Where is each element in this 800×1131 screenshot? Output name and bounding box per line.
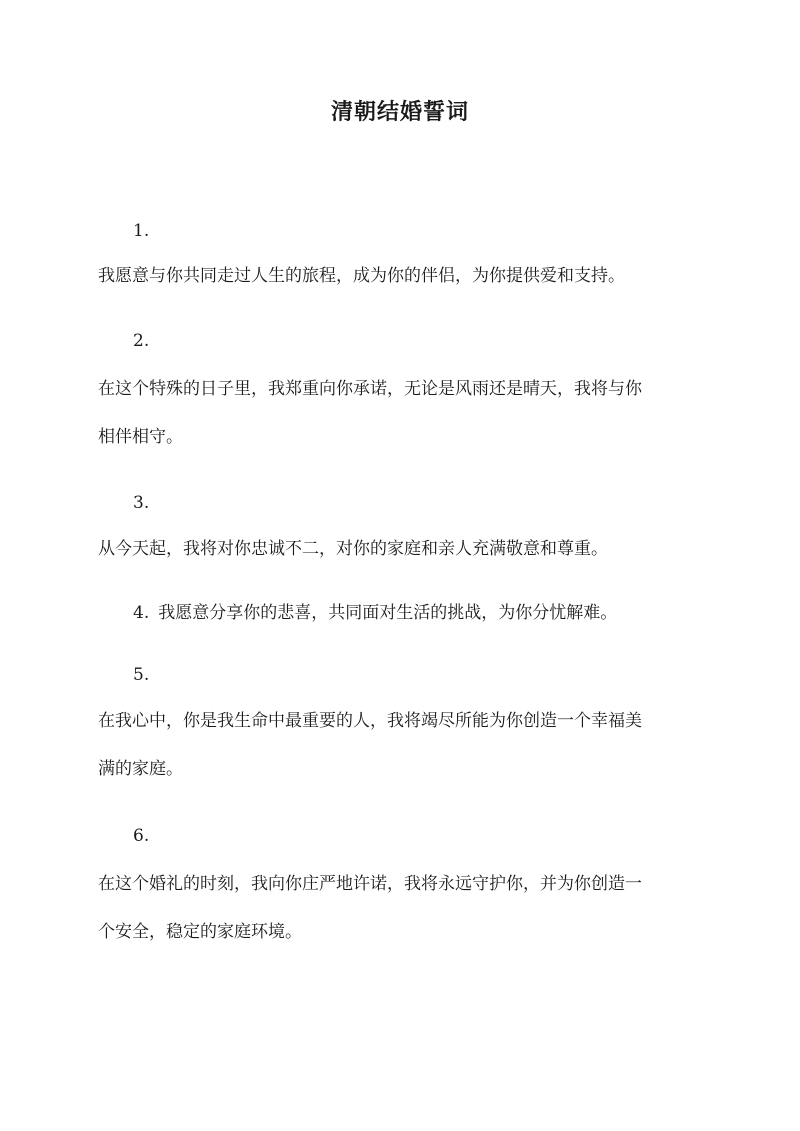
item-text-1	[98, 252, 708, 300]
item-text-5	[98, 697, 708, 793]
item-3-line-1: 从今天起，我将对你忠诚不二，对你的家庭和亲人充满敬意和尊重。	[98, 539, 608, 559]
item-number-4: 4.	[133, 603, 150, 623]
item-2-line-1: 在这个特殊的日子里，我郑重向你承诺，无论是风雨还是晴天，我将与你	[98, 379, 642, 399]
item-number-1: 1.	[133, 221, 150, 241]
item-2-line-2: 相伴相守。	[98, 427, 183, 447]
document-title: 清朝结婚誓词	[330, 99, 469, 125]
item-text-2	[98, 365, 708, 461]
item-6-line-2: 个安全，稳定的家庭环境。	[98, 922, 302, 942]
item-5-line-2: 满的家庭。	[98, 759, 183, 779]
item-6-line-1: 在这个婚礼的时刻，我向你庄严地许诺，我将永远守护你，并为你创造一	[98, 874, 642, 894]
item-5-line-1: 在我心中，你是我生命中最重要的人，我将竭尽所能为你创造一个幸福美	[98, 711, 642, 731]
item-text-4: 我愿意分享你的悲喜，共同面对生活的挑战，为你分忧解难。	[158, 603, 618, 623]
item-1-line-1: 我愿意与你共同走过人生的旅程，成为你的伴侣，为你提供爱和支持。	[98, 266, 625, 286]
item-number-2: 2.	[133, 331, 150, 351]
item-4	[133, 600, 617, 626]
item-number-6: 6.	[133, 826, 150, 846]
item-number-5: 5.	[133, 665, 150, 685]
item-text-6	[98, 860, 708, 956]
item-number-3: 3.	[133, 493, 150, 513]
item-text-3	[98, 525, 708, 573]
